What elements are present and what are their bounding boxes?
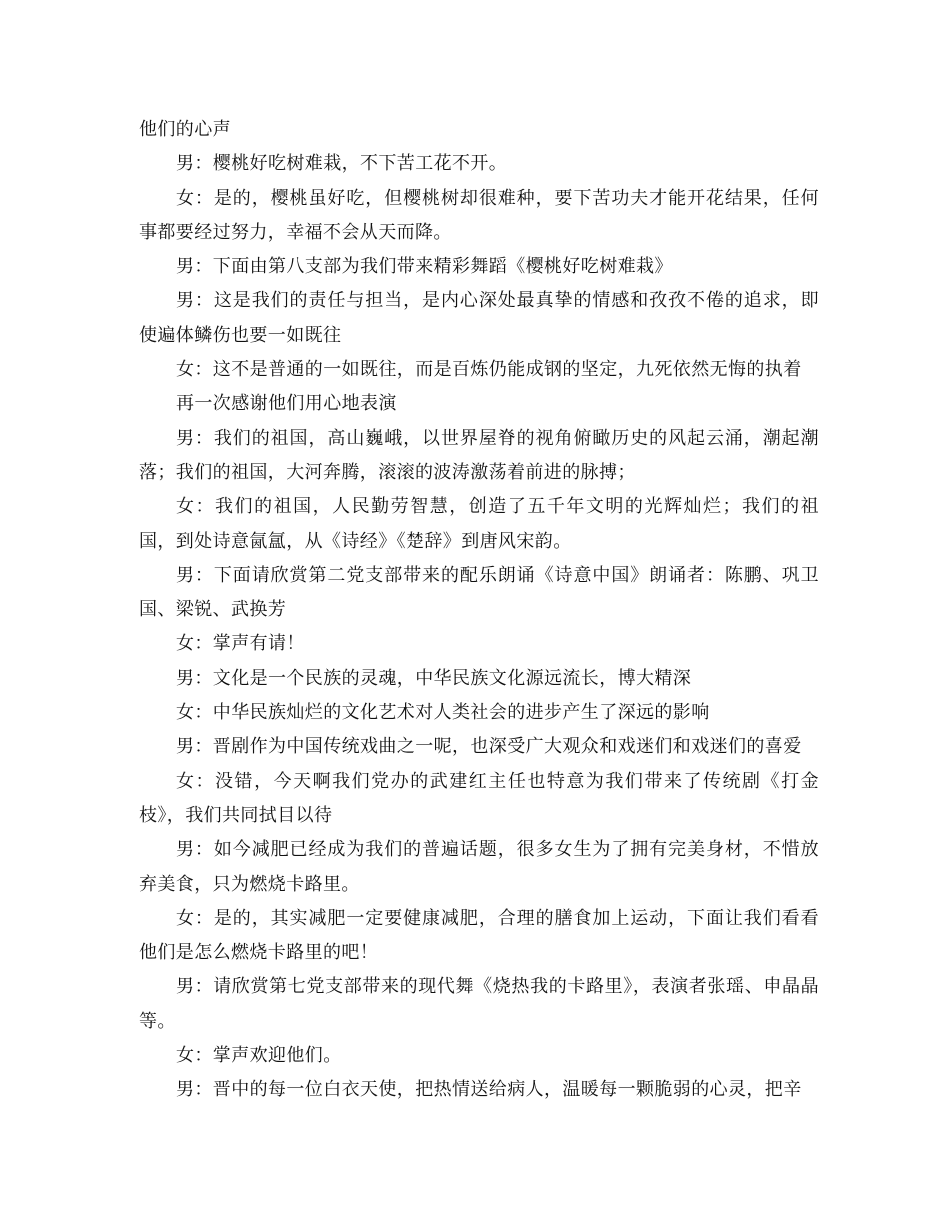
paragraph: 女：是的，樱桃虽好吃，但樱桃树却很难种，要下苦功夫才能开花结果，任何事都要经过努力，幸福不会从天而降。 [139, 187, 819, 243]
paragraph: 女：中华民族灿烂的文化艺术对人类社会的进步产生了深远的影响 [176, 702, 710, 724]
paragraph: 男：下面请欣赏第二党支部带来的配乐朗诵《诗意中国》朗诵者：陈鹏、巩卫国、梁锐、武换芳 [139, 564, 819, 621]
paragraph: 男：文化是一个民族的灵魂，中华民族文化源远流长，博大精深 [176, 667, 692, 689]
paragraph: 女：我们的祖国，人民勤劳智慧，创造了五千年文明的光辉灿烂；我们的祖国，到处诗意氤氲，从《诗经》《楚辞》到唐风宋韵。 [139, 496, 819, 552]
paragraph: 男：我们的祖国，高山巍峨，以世界屋脊的视角俯瞰历史的风起云涌，潮起潮落；我们的祖国，大河奔腾，滚滚的波涛激荡着前进的脉搏； [139, 427, 819, 483]
paragraph: 男：这是我们的责任与担当，是内心深处最真挚的情感和孜孜不倦的追求，即使遍体鳞伤也要一如既往 [139, 290, 819, 346]
paragraph: 女：这不是普通的一如既往，而是百炼仍能成钢的坚定，九死依然无悔的执着 [176, 359, 802, 381]
paragraph: 他们的心声 [139, 119, 231, 140]
paragraph: 再一次感谢他们用心地表演 [176, 393, 397, 415]
paragraph: 女：掌声有请！ [176, 633, 305, 655]
document-body [139, 113, 819, 1108]
paragraph: 男：请欣赏第七党支部带来的现代舞《烧热我的卡路里》，表演者张瑶、申晶晶等。 [139, 976, 819, 1032]
paragraph: 男：晋剧作为中国传统戏曲之一呢，也深受广大观众和戏迷们和戏迷们的喜爱 [176, 736, 802, 758]
paragraph: 男：如今减肥已经成为我们的普遍话题，很多女生为了拥有完美身材，不惜放弃美食，只为燃烧卡路里。 [139, 839, 819, 895]
paragraph: 男：樱桃好吃树难栽，不下苦工花不开。 [176, 153, 508, 175]
paragraph: 女：掌声欢迎他们。 [176, 1045, 342, 1067]
paragraph: 男：晋中的每一位白衣天使，把热情送给病人，温暖每一颗脆弱的心灵，把辛 [176, 1079, 802, 1101]
paragraph: 男：下面由第八支部为我们带来精彩舞蹈《樱桃好吃树难栽》 [176, 256, 673, 278]
paragraph: 女：没错，今天啊我们党办的武建红主任也特意为我们带来了传统剧《打金枝》，我们共同拭目以待 [139, 770, 819, 826]
paragraph: 女：是的，其实减肥一定要健康减肥，合理的膳食加上运动，下面让我们看看他们是怎么燃烧卡路里的吧！ [139, 907, 819, 964]
